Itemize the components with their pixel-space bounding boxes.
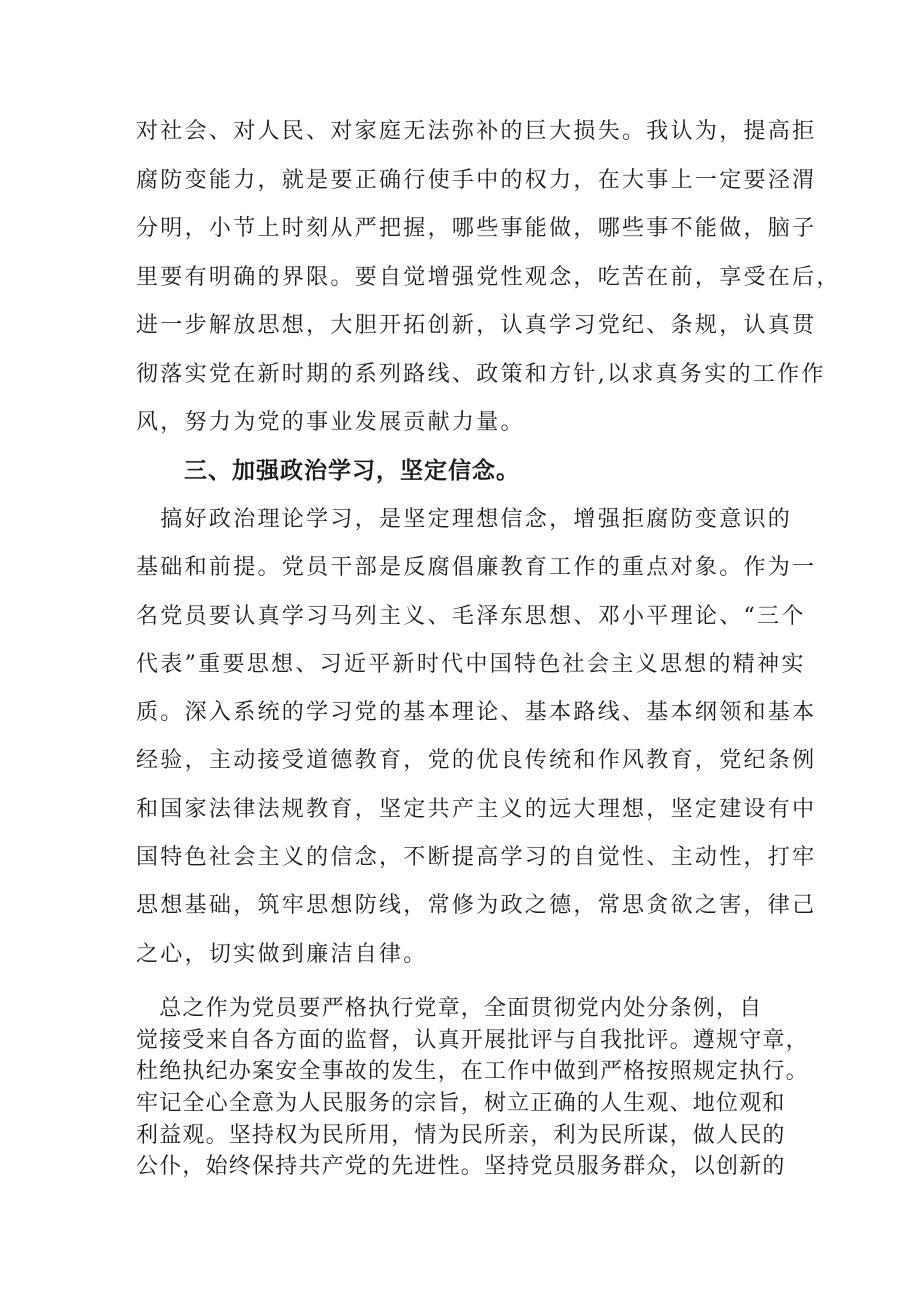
text-line: 分明，小节上时刻从严把握，哪些事能做，哪些事不能做，脑子 xyxy=(136,216,817,241)
text-line: 总之作为党员要严格执行党章，全面贯彻党内处分条例，自 xyxy=(136,996,763,1021)
text-line: 利益观。坚持权为民所用，情为民所亲，利为民所谋，做人民的 xyxy=(136,1122,786,1148)
text-line: 搞好政治理论学习，是坚定理想信念，增强拒腐防变意识的 xyxy=(136,507,793,532)
text-line: 公仆，始终保持共产党的先进性。坚持党员服务群众，以创新的 xyxy=(136,1154,786,1180)
text-line: 杜绝执纪办案安全事故的发生，在工作中做到严格按照规定执行。 xyxy=(136,1059,809,1085)
paragraph-3 xyxy=(136,996,809,1186)
text-line: 代表”重要思想、习近平新时代中国特色社会主义思想的精神实 xyxy=(136,651,806,677)
text-line: 经验，主动接受道德教育，党的优良传统和作风教育，党纪条例 xyxy=(136,748,817,774)
paragraph-2 xyxy=(136,506,817,989)
text-line: 彻落实党在新时期的系列路线、政策和方针,以求真务实的工作作 xyxy=(136,361,826,387)
text-line: 对社会、对人民、对家庭无法弥补的巨大损失。我认为，提高拒 xyxy=(136,119,817,144)
text-line: 觉接受来自各方面的监督，认真开展批评与自我批评。遵规守章， xyxy=(136,1027,809,1053)
text-line: 里要有明确的界限。要自觉增强党性观念，吃苦在前，享受在后， xyxy=(136,264,841,290)
text-line: 基础和前提。党员干部是反腐倡廉教育工作的重点对象。作为一 xyxy=(136,555,817,581)
text-line: 质。深入系统的学习党的基本理论、基本路线、基本纲领和基本 xyxy=(136,700,817,726)
text-line: 名党员要认真学习马列主义、毛泽东思想、邓小平理论、“三个 xyxy=(136,603,806,629)
text-line: 思想基础，筑牢思想防线，常修为政之德，常思贪欲之害，律己 xyxy=(136,893,817,919)
text-line: 进一步解放思想，大胆开拓创新，认真学习党纪、条规，认真贯 xyxy=(136,313,817,338)
text-line: 和国家法律法规教育，坚定共产主义的远大理想，坚定建设有中 xyxy=(136,796,817,822)
paragraph-1 xyxy=(136,118,841,458)
text-line: 国特色社会主义的信念，不断提高学习的自觉性、主动性，打牢 xyxy=(136,845,817,871)
text-line: 腐防变能力，就是要正确行使手中的权力，在大事上一定要泾渭 xyxy=(136,167,817,193)
section-heading: 三、加强政治学习，坚定信念。 xyxy=(184,458,520,484)
text-line: 之心，切实做到廉洁自律。 xyxy=(136,941,428,967)
text-line: 牢记全心全意为人民服务的宗旨，树立正确的人生观、地位观和 xyxy=(136,1091,786,1117)
text-line: 风，努力为党的事业发展贡献力量。 xyxy=(136,410,525,435)
